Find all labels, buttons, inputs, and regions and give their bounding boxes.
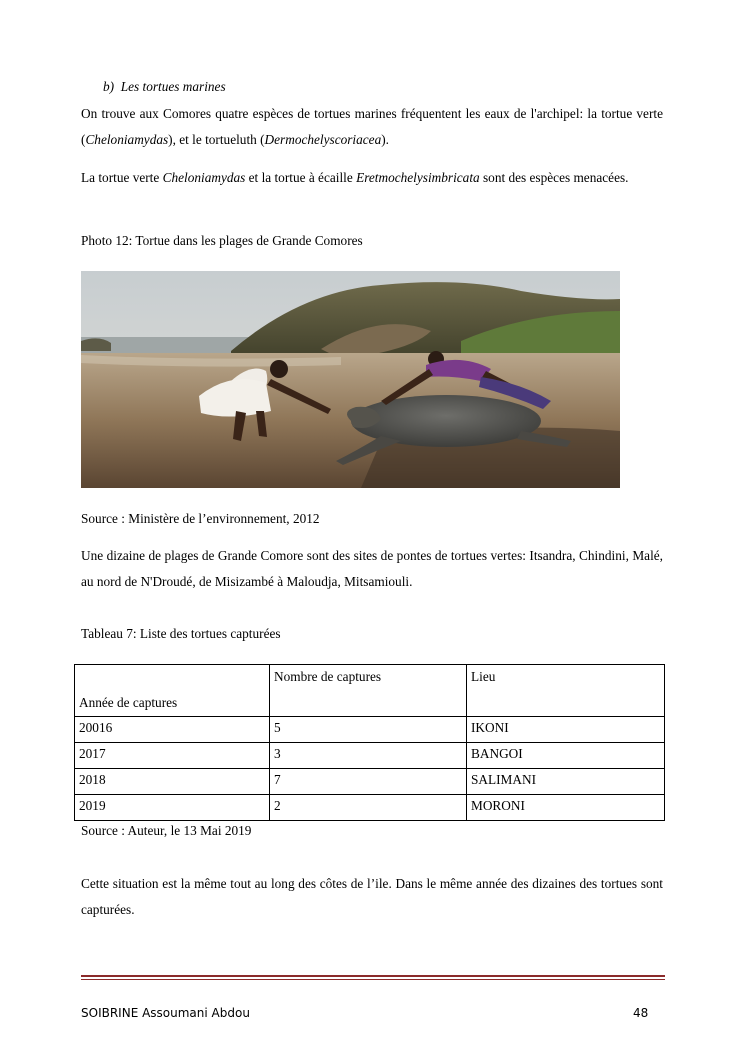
paragraph-situation: Cette situation est la même tout au long des côtes de l’ile. Dans le même année des dizaines des tortues sont capturées. <box>81 876 663 917</box>
table-row <box>75 743 665 769</box>
species-name-hawksbill: Eretmochelysimbricata <box>356 170 480 185</box>
footer-author: SOIBRINE Assoumani Abdou <box>81 1006 250 1020</box>
header-year: Année de captures <box>75 665 270 717</box>
cell-count: 5 <box>270 717 467 743</box>
table-source: Source : Auteur, le 13 Mai 2019 <box>81 823 252 838</box>
cell-place: IKONI <box>467 717 665 743</box>
cell-year: 20016 <box>75 717 270 743</box>
species-name-green-turtle: Cheloniamydas <box>85 132 169 147</box>
footer-rule <box>81 975 665 977</box>
cell-year: 2017 <box>75 743 270 769</box>
paragraph-threatened <box>81 165 663 191</box>
section-marker: b) <box>103 79 115 94</box>
cell-year: 2018 <box>75 769 270 795</box>
cell-place: BANGOI <box>467 743 665 769</box>
para2-text-3: sont des espèces menacées. <box>479 170 629 185</box>
para1-text-3: ). <box>381 132 389 147</box>
cell-year: 2019 <box>75 795 270 821</box>
species-name-leatherback: Dermochelyscoriacea <box>264 132 382 147</box>
table-caption: Tableau 7: Liste des tortues capturées <box>81 626 281 641</box>
page-number: 48 <box>633 1006 649 1020</box>
header-count: Nombre de captures <box>270 665 467 717</box>
paragraph-species <box>81 101 663 153</box>
cell-count: 7 <box>270 769 467 795</box>
cell-count: 2 <box>270 795 467 821</box>
photo-source: Source : Ministère de l’environnement, 2012 <box>81 511 320 526</box>
table-row <box>75 717 665 743</box>
table-row <box>75 795 665 821</box>
header-place: Lieu <box>467 665 665 717</box>
para2-text-1: La tortue verte <box>81 170 163 185</box>
para2-text-2: et la tortue à écaille <box>245 170 357 185</box>
cell-count: 3 <box>270 743 467 769</box>
captures-table <box>74 664 665 821</box>
para1-text-2: ), et le tortueluth ( <box>168 132 265 147</box>
cell-place: MORONI <box>467 795 665 821</box>
footer-rule-thin <box>81 979 665 980</box>
para1-text-1: On trouve aux Comores quatre espèces de tortues marines fréquentent les eaux de l'archipel: la tortue verte ( <box>81 106 663 147</box>
turtle-beach-photo <box>81 271 620 488</box>
species-name-green-turtle-2: Cheloniamydas <box>162 170 246 185</box>
photo-caption: Photo 12: Tortue dans les plages de Grande Comores <box>81 233 363 248</box>
section-title: Les tortues marines <box>120 79 226 94</box>
section-heading <box>103 76 226 98</box>
table-header-row <box>75 665 665 717</box>
paragraph-nesting-sites: Une dizaine de plages de Grande Comore sont des sites de pontes de tortues vertes: Itsandra, Chindini, Malé, au nord de N'Droudé, de Misizambé à Maloudja, Mitsamiouli. <box>81 548 663 589</box>
cell-place: SALIMANI <box>467 769 665 795</box>
table-row <box>75 769 665 795</box>
